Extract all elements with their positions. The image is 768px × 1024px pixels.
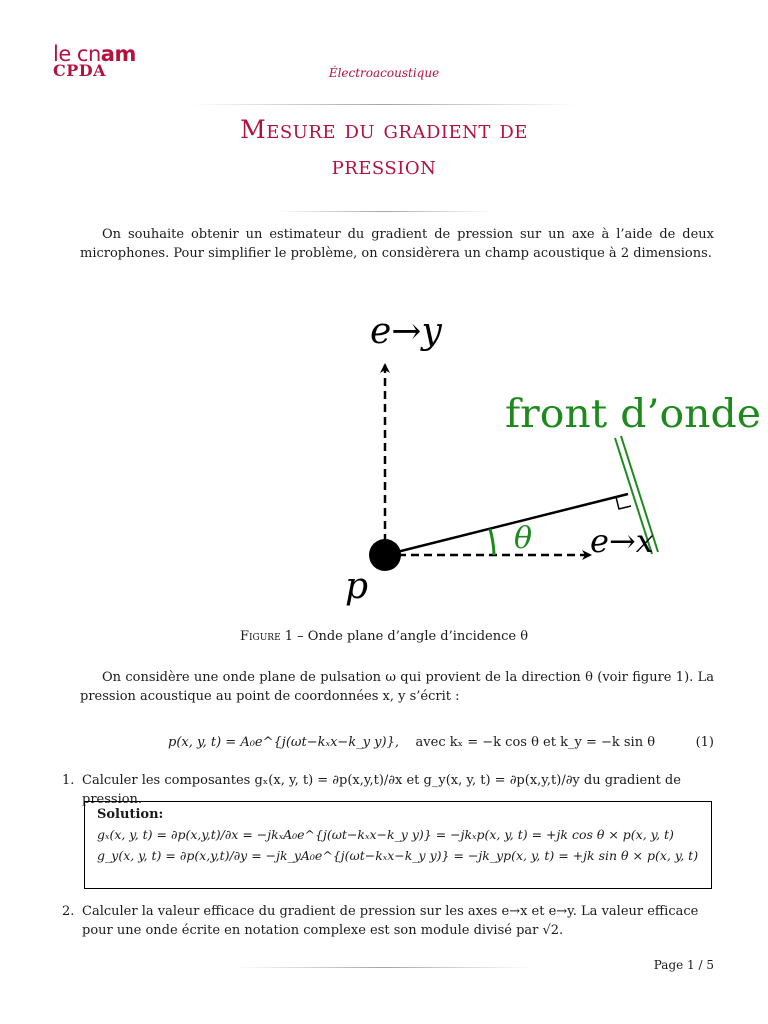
question-2 — [62, 902, 714, 942]
logo-text-b: am — [100, 42, 136, 66]
label-wavefront: front d’onde — [505, 392, 761, 437]
solution-line-1: gₓ(x, y, t) = ∂p(x,y,t)/∂x = −jkₓA₀e^{j(ωt−kₓx−k_y y)} = −jkₓp(x, y, t) = +jk cos θ × p(x, y, t) — [97, 827, 674, 842]
solution-line-2: g_y(x, y, t) = ∂p(x,y,t)/∂y = −jk_yA₀e^{j(ωt−kₓx−k_y y)} = −jk_yp(x, y, t) = +jk sin θ × p(x, y, t) — [97, 848, 699, 863]
equation-rhs: avec kₓ = −k cos θ et k_y = −k sin θ — [415, 735, 656, 750]
logo-text-a: le cn — [53, 42, 101, 66]
right-angle-mark — [616, 497, 631, 509]
page-title — [0, 112, 768, 184]
logo-cpda: CPDA — [53, 61, 107, 80]
label-ex: e→x — [590, 522, 654, 560]
figure-wave-diagram — [0, 290, 768, 620]
equation-1 — [80, 735, 714, 755]
equation-number: (1) — [695, 735, 714, 750]
figure-caption — [0, 629, 768, 644]
question-2-text: Calculer la valeur efficace du gradient de pression sur les axes e→x et e→y. La valeur efficace pour une onde écrite en notation complexe est son module divisé par √2. — [82, 904, 699, 938]
point-p — [369, 539, 401, 571]
footer-divider — [236, 967, 532, 968]
title-line-1: Mesure du gradient de — [240, 115, 528, 144]
question-1-number: 1. — [62, 773, 75, 788]
header-divider — [190, 104, 578, 105]
page-number: Page 1 / 5 — [653, 958, 714, 972]
body-paragraph: On considère une onde plane de pulsation ω qui provient de la direction θ (voir figure 1). La pression acoustique au point de coordonnées x, y s’écrit : — [80, 670, 714, 704]
label-ey: e→y — [370, 311, 442, 352]
label-theta: θ — [514, 521, 533, 556]
question-1 — [62, 771, 714, 807]
solution-box — [84, 801, 712, 889]
question-1-text: Calculer les composantes gₓ(x, y, t) = ∂p(x,y,t)/∂x et g_y(x, y, t) = ∂p(x,y,t)/∂y du gradient de pression. — [82, 773, 681, 807]
intro-paragraph: On souhaite obtenir un estimateur du gradient de pression sur un axe à l’aide de deux microphones. Pour simplifier le problème, on considèrera un champ acoustique à 2 dimensions. — [80, 227, 714, 261]
label-p: p — [345, 566, 369, 607]
course-title: Électroacoustique — [328, 66, 440, 80]
figure-caption-text: – Onde plane d’angle d’incidence θ — [293, 629, 529, 644]
question-2-number: 2. — [62, 904, 75, 919]
equation-lhs: p(x, y, t) = A₀e^{j(ωt−kₓx−k_y y)}, avec kₓ = −k cos θ et k_y = −k sin θ — [168, 735, 656, 750]
figure-caption-prefix: Figure 1 — [239, 629, 294, 644]
title-divider — [274, 211, 494, 212]
theta-arc — [490, 529, 494, 555]
title-line-2: pression — [331, 151, 437, 180]
solution-label: Solution: — [97, 807, 164, 822]
